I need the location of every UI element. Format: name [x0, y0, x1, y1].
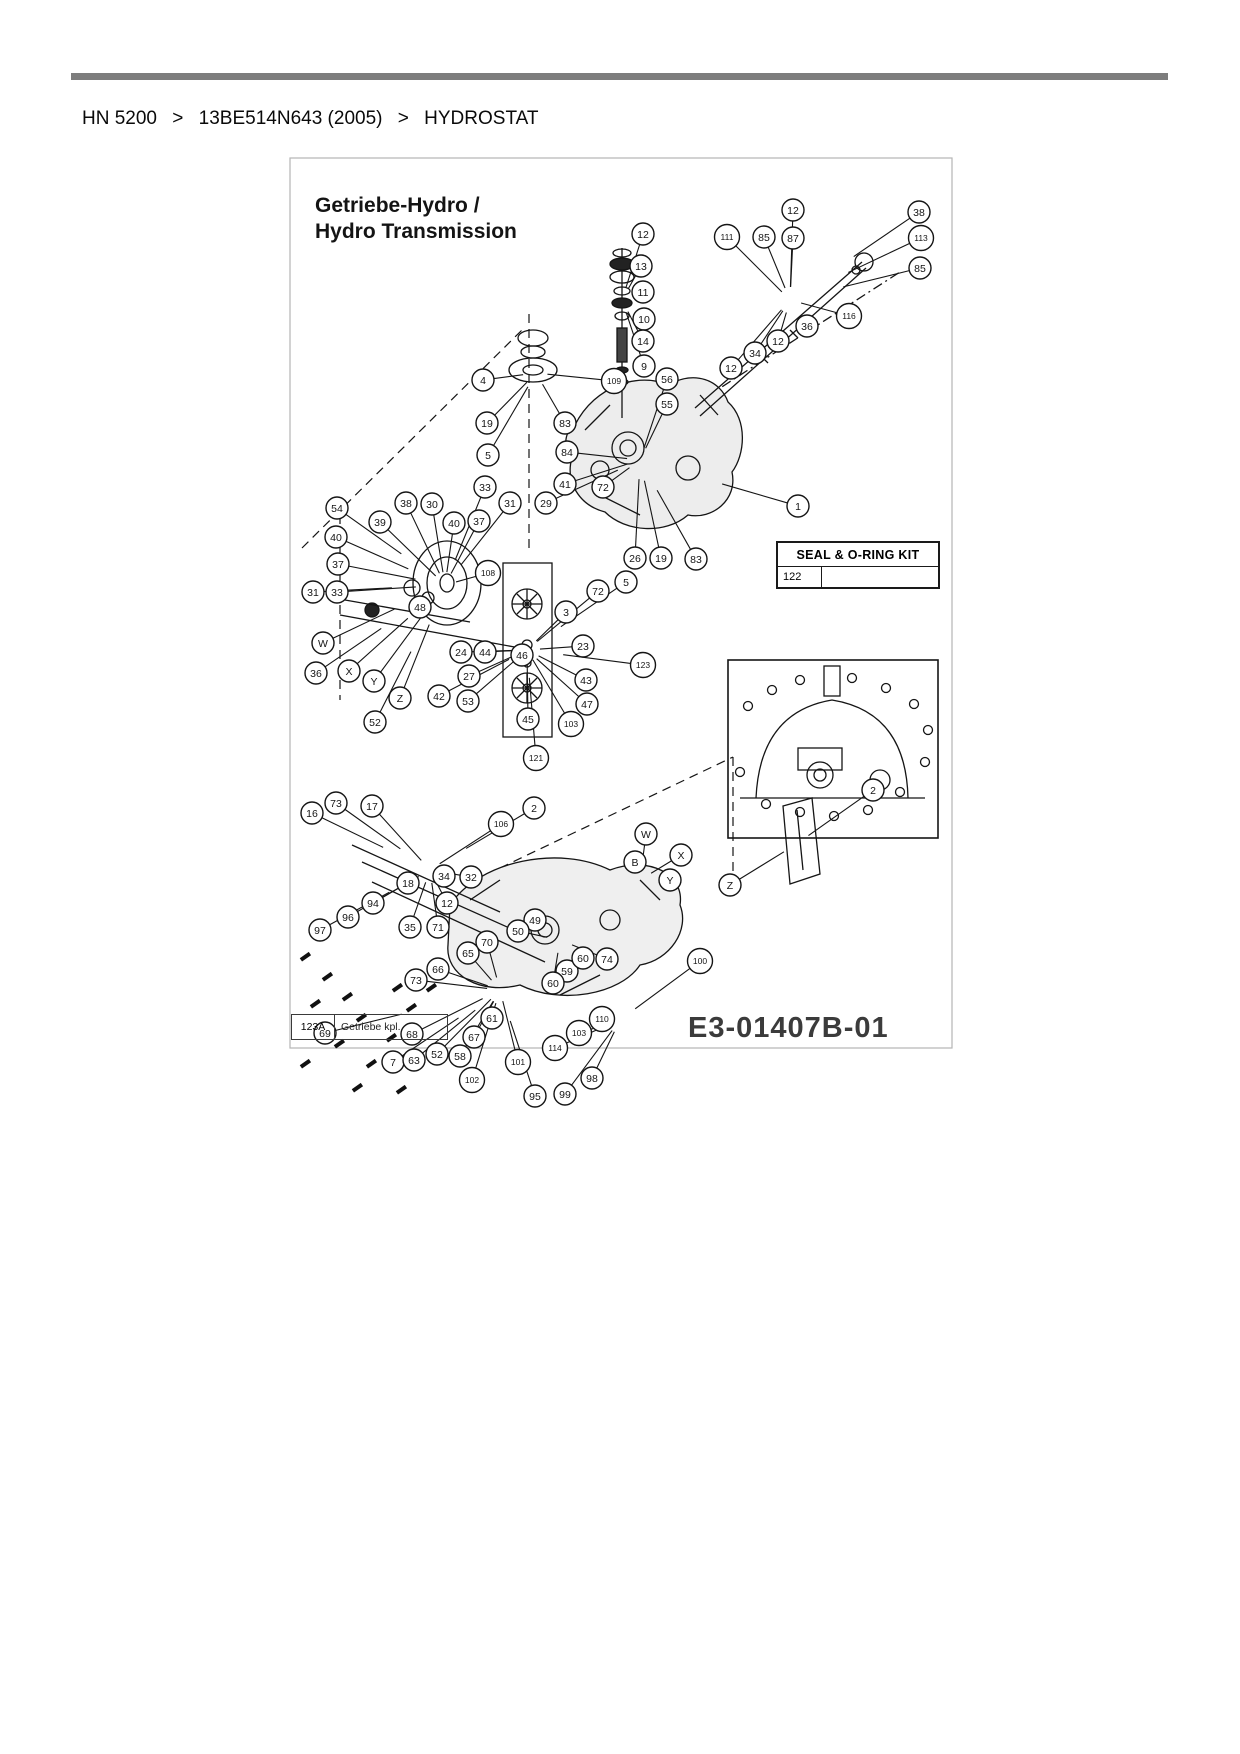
svg-text:95: 95: [529, 1090, 541, 1103]
svg-text:37: 37: [473, 515, 485, 528]
callout-83: [554, 412, 576, 434]
svg-text:113: 113: [914, 233, 928, 243]
callout-31: [302, 581, 324, 603]
callout-12: [720, 357, 742, 379]
callout-108: [476, 561, 501, 586]
svg-text:47: 47: [581, 698, 593, 711]
callout-83: [685, 548, 707, 570]
callout-47: [576, 693, 598, 715]
callout-98: [581, 1067, 603, 1089]
svg-text:12: 12: [637, 228, 649, 241]
svg-text:12: 12: [787, 204, 799, 217]
callout-12: [767, 330, 789, 352]
callout-13: [630, 255, 652, 277]
callout-2: [862, 779, 884, 801]
svg-text:73: 73: [410, 974, 422, 987]
callout-87: [782, 227, 804, 249]
callout-1: [787, 495, 809, 517]
callout-85: [909, 257, 931, 279]
svg-text:40: 40: [330, 531, 342, 544]
callout-4: [472, 369, 494, 391]
svg-text:2: 2: [531, 802, 537, 815]
callout-18: [397, 872, 419, 894]
callout-Y: [659, 869, 681, 891]
leader-line: [547, 374, 601, 380]
svg-text:38: 38: [400, 497, 412, 510]
leader-line: [543, 384, 560, 413]
leader-line: [736, 246, 782, 292]
callout-W: [312, 632, 334, 654]
svg-text:1: 1: [795, 500, 801, 513]
svg-text:44: 44: [479, 646, 491, 659]
callout-67: [463, 1026, 485, 1048]
inset-side-view: [728, 660, 938, 838]
svg-text:69: 69: [319, 1027, 331, 1040]
svg-text:3: 3: [563, 606, 569, 619]
svg-text:13: 13: [635, 260, 647, 273]
svg-text:109: 109: [606, 376, 622, 386]
svg-text:5: 5: [485, 449, 491, 462]
svg-text:33: 33: [479, 481, 491, 494]
callout-23: [572, 635, 594, 657]
svg-text:17: 17: [366, 800, 378, 813]
svg-text:73: 73: [330, 797, 342, 810]
svg-text:24: 24: [455, 646, 467, 659]
callout-53: [457, 690, 479, 712]
leader-line: [440, 831, 491, 864]
svg-text:85: 85: [914, 262, 926, 275]
callout-65: [457, 942, 479, 964]
breadcrumb-separator: >: [172, 108, 184, 129]
svg-text:34: 34: [749, 347, 761, 360]
callout-110: [590, 1007, 615, 1032]
callout-103: [559, 712, 584, 737]
svg-text:30: 30: [426, 498, 438, 511]
callout-45: [517, 708, 539, 730]
callout-7: [382, 1051, 404, 1073]
svg-text:74: 74: [601, 953, 613, 966]
leader-line: [768, 247, 785, 288]
svg-text:10: 10: [638, 313, 650, 326]
svg-text:53: 53: [462, 695, 474, 708]
svg-text:45: 45: [522, 713, 534, 726]
leader-line: [781, 312, 786, 330]
callout-14: [632, 330, 654, 352]
breadcrumb-item-variant[interactable]: 13BE514N643 (2005): [198, 108, 383, 129]
svg-text:B: B: [631, 856, 639, 869]
leader-line: [739, 852, 784, 879]
drawing-number: E3-01407B-01: [688, 1012, 889, 1044]
svg-text:48: 48: [414, 601, 426, 614]
callout-24: [450, 641, 472, 663]
callout-X: [338, 660, 360, 682]
callout-12: [436, 892, 458, 914]
callout-60: [542, 972, 564, 994]
seal-oring-kit-box: [776, 541, 940, 589]
breadcrumb-item-model[interactable]: HN 5200: [82, 108, 157, 129]
callout-38: [908, 201, 930, 223]
svg-text:68: 68: [406, 1028, 418, 1041]
svg-text:52: 52: [369, 716, 381, 729]
callout-30: [421, 493, 443, 515]
callout-74: [596, 948, 618, 970]
svg-text:60: 60: [577, 952, 589, 965]
svg-text:32: 32: [465, 871, 477, 884]
callout-116: [837, 304, 862, 329]
svg-text:72: 72: [597, 481, 609, 494]
figure-caption-ref: 123A: [291, 1014, 335, 1040]
callout-B: [624, 851, 646, 873]
callout-17: [361, 795, 383, 817]
svg-text:41: 41: [559, 478, 571, 491]
svg-text:70: 70: [481, 936, 493, 949]
callout-32: [460, 866, 482, 888]
callout-3: [555, 601, 577, 623]
svg-text:Y: Y: [370, 675, 378, 688]
svg-text:40: 40: [448, 517, 460, 530]
svg-text:W: W: [318, 637, 328, 650]
callout-71: [427, 916, 449, 938]
leader-line: [346, 541, 408, 568]
callout-101: [506, 1050, 531, 1075]
svg-text:98: 98: [586, 1072, 598, 1085]
svg-text:52: 52: [431, 1048, 443, 1061]
svg-text:18: 18: [402, 877, 414, 890]
svg-text:111: 111: [720, 232, 734, 242]
callout-40: [443, 512, 465, 534]
svg-text:85: 85: [758, 231, 770, 244]
svg-text:108: 108: [480, 568, 496, 578]
svg-text:97: 97: [314, 924, 326, 937]
svg-text:5: 5: [623, 576, 629, 589]
svg-text:2: 2: [870, 784, 876, 797]
leader-line: [848, 243, 909, 272]
svg-text:31: 31: [307, 586, 319, 599]
svg-text:9: 9: [641, 360, 647, 373]
leader-line: [322, 818, 383, 848]
callout-26: [624, 547, 646, 569]
svg-text:123: 123: [635, 660, 651, 670]
callout-44: [474, 641, 496, 663]
svg-text:16: 16: [306, 807, 318, 820]
callout-41: [554, 473, 576, 495]
svg-text:60: 60: [547, 977, 559, 990]
callout-Y: [363, 670, 385, 692]
svg-text:42: 42: [433, 690, 445, 703]
callout-123: [631, 653, 656, 678]
callout-109: [602, 369, 627, 394]
callout-73: [405, 969, 427, 991]
callout-33: [474, 476, 496, 498]
svg-text:50: 50: [512, 925, 524, 938]
callout-52: [426, 1043, 448, 1065]
callout-35: [399, 916, 421, 938]
svg-text:12: 12: [725, 362, 737, 375]
svg-text:19: 19: [481, 417, 493, 430]
svg-text:49: 49: [529, 914, 541, 927]
leader-line: [808, 796, 864, 835]
svg-text:14: 14: [637, 335, 649, 348]
callout-43: [575, 669, 597, 691]
callout-19: [476, 412, 498, 434]
svg-text:23: 23: [577, 640, 589, 653]
callout-52: [364, 711, 386, 733]
svg-text:83: 83: [559, 417, 571, 430]
callout-46: [511, 644, 533, 666]
callout-W: [635, 823, 657, 845]
leader-line: [388, 530, 436, 576]
callout-11: [632, 281, 654, 303]
callout-X: [670, 844, 692, 866]
leader-line: [563, 655, 630, 664]
svg-text:38: 38: [913, 206, 925, 219]
diagram-title-line1: Getriebe-Hydro /: [315, 194, 480, 217]
callout-40: [325, 526, 347, 548]
svg-text:43: 43: [580, 674, 592, 687]
svg-text:34: 34: [438, 870, 450, 883]
svg-text:39: 39: [374, 516, 386, 529]
svg-text:66: 66: [432, 963, 444, 976]
callout-34: [433, 865, 455, 887]
svg-text:63: 63: [408, 1054, 420, 1067]
svg-text:99: 99: [559, 1088, 571, 1101]
svg-text:65: 65: [462, 947, 474, 960]
svg-text:Z: Z: [726, 879, 734, 892]
svg-text:36: 36: [310, 667, 322, 680]
callout-50: [507, 920, 529, 942]
svg-text:11: 11: [637, 286, 649, 299]
svg-text:56: 56: [661, 373, 673, 386]
callout-9: [633, 355, 655, 377]
svg-text:W: W: [641, 828, 651, 841]
callout-72: [592, 476, 614, 498]
seal-oring-kit-title: SEAL & O-RING KIT: [778, 543, 938, 567]
svg-text:84: 84: [561, 446, 573, 459]
svg-text:72: 72: [592, 585, 604, 598]
svg-text:54: 54: [331, 502, 343, 515]
seal-oring-kit-ref: 122: [778, 567, 822, 587]
svg-text:59: 59: [561, 965, 573, 978]
callout-16: [301, 802, 323, 824]
callout-37: [468, 510, 490, 532]
leader-line: [494, 387, 528, 446]
callout-66: [427, 958, 449, 980]
diagram-title-line2: Hydro Transmission: [315, 219, 517, 243]
callout-99: [554, 1083, 576, 1105]
svg-text:Y: Y: [666, 874, 674, 887]
callout-73: [325, 792, 347, 814]
callout-58: [449, 1045, 471, 1067]
callout-84: [556, 441, 578, 463]
callout-113: [909, 226, 934, 251]
callout-70: [476, 931, 498, 953]
callout-106: [489, 812, 514, 837]
callout-121: [524, 746, 549, 771]
callout-Z: [719, 874, 741, 896]
callout-38: [395, 492, 417, 514]
callout-Z: [389, 687, 411, 709]
leader-line: [495, 382, 527, 415]
callout-96: [337, 906, 359, 928]
callout-27: [458, 665, 480, 687]
leader-line: [404, 625, 429, 688]
callout-61: [481, 1007, 503, 1029]
callout-12: [782, 199, 804, 221]
svg-text:55: 55: [661, 398, 673, 411]
leader-line: [854, 218, 910, 256]
svg-text:7: 7: [390, 1056, 396, 1069]
callout-19: [650, 547, 672, 569]
callout-31: [499, 492, 521, 514]
svg-text:37: 37: [332, 558, 344, 571]
svg-text:83: 83: [690, 553, 702, 566]
callout-36: [796, 315, 818, 337]
leader-line: [597, 1032, 615, 1068]
callout-85: [753, 226, 775, 248]
svg-text:35: 35: [404, 921, 416, 934]
svg-text:12: 12: [772, 335, 784, 348]
callout-34: [744, 342, 766, 364]
breadcrumb-separator: >: [397, 108, 409, 129]
svg-text:101: 101: [510, 1057, 526, 1067]
svg-text:67: 67: [468, 1031, 480, 1044]
svg-text:87: 87: [787, 232, 799, 245]
svg-text:36: 36: [801, 320, 813, 333]
svg-text:19: 19: [655, 552, 667, 565]
callout-102: [460, 1068, 485, 1093]
callout-42: [428, 685, 450, 707]
svg-text:71: 71: [432, 921, 444, 934]
leader-line: [533, 660, 565, 713]
upper-housing: [566, 378, 743, 529]
leader-line: [379, 814, 421, 860]
svg-text:12: 12: [441, 897, 453, 910]
leader-line: [536, 620, 558, 641]
leader-line: [635, 968, 690, 1008]
callout-111: [715, 225, 740, 250]
svg-text:114: 114: [548, 1043, 562, 1053]
callout-5: [477, 444, 499, 466]
breadcrumb-item-section: HYDROSTAT: [424, 108, 539, 129]
control-bracket: [783, 798, 820, 884]
leader-line: [447, 534, 453, 572]
svg-text:96: 96: [342, 911, 354, 924]
leader-line: [494, 375, 523, 379]
svg-text:26: 26: [629, 552, 641, 565]
callout-103: [567, 1021, 592, 1046]
svg-text:106: 106: [493, 819, 509, 829]
svg-text:46: 46: [516, 649, 528, 662]
leader-line: [540, 647, 572, 649]
figure-caption-label: Getriebe kpl.: [335, 1014, 448, 1040]
svg-text:103: 103: [571, 1028, 587, 1038]
callout-39: [369, 511, 391, 533]
figure-caption: [291, 1014, 448, 1040]
callout-100: [688, 949, 713, 974]
callout-56: [656, 368, 678, 390]
callout-48: [409, 596, 431, 618]
svg-text:116: 116: [842, 311, 856, 321]
callout-36: [305, 662, 327, 684]
svg-text:94: 94: [367, 897, 379, 910]
leader-line: [722, 484, 787, 503]
svg-text:X: X: [345, 665, 353, 678]
svg-text:110: 110: [595, 1014, 609, 1024]
svg-text:61: 61: [486, 1012, 498, 1025]
callout-12: [632, 223, 654, 245]
leader-line: [503, 1001, 515, 1050]
callout-37: [327, 553, 349, 575]
callout-95: [524, 1085, 546, 1107]
svg-text:100: 100: [692, 956, 708, 966]
svg-text:31: 31: [504, 497, 516, 510]
callout-63: [403, 1049, 425, 1071]
svg-text:X: X: [677, 849, 685, 862]
callout-94: [362, 892, 384, 914]
svg-text:Z: Z: [396, 692, 404, 705]
callout-29: [535, 492, 557, 514]
callout-60: [572, 947, 594, 969]
svg-text:58: 58: [454, 1050, 466, 1063]
diagram-title: [315, 193, 517, 244]
svg-text:27: 27: [463, 670, 475, 683]
callout-5: [615, 571, 637, 593]
svg-text:29: 29: [540, 497, 552, 510]
callout-72: [587, 580, 609, 602]
callout-97: [309, 919, 331, 941]
svg-text:121: 121: [528, 753, 544, 763]
svg-text:4: 4: [480, 374, 486, 387]
leader-line: [357, 618, 408, 663]
leader-line: [527, 663, 528, 708]
callout-10: [633, 308, 655, 330]
callout-54: [326, 497, 348, 519]
callout-55: [656, 393, 678, 415]
callout-114: [543, 1036, 568, 1061]
svg-text:102: 102: [464, 1075, 480, 1085]
svg-text:103: 103: [563, 719, 579, 729]
callout-33: [326, 581, 348, 603]
svg-text:33: 33: [331, 586, 343, 599]
callout-2: [523, 797, 545, 819]
